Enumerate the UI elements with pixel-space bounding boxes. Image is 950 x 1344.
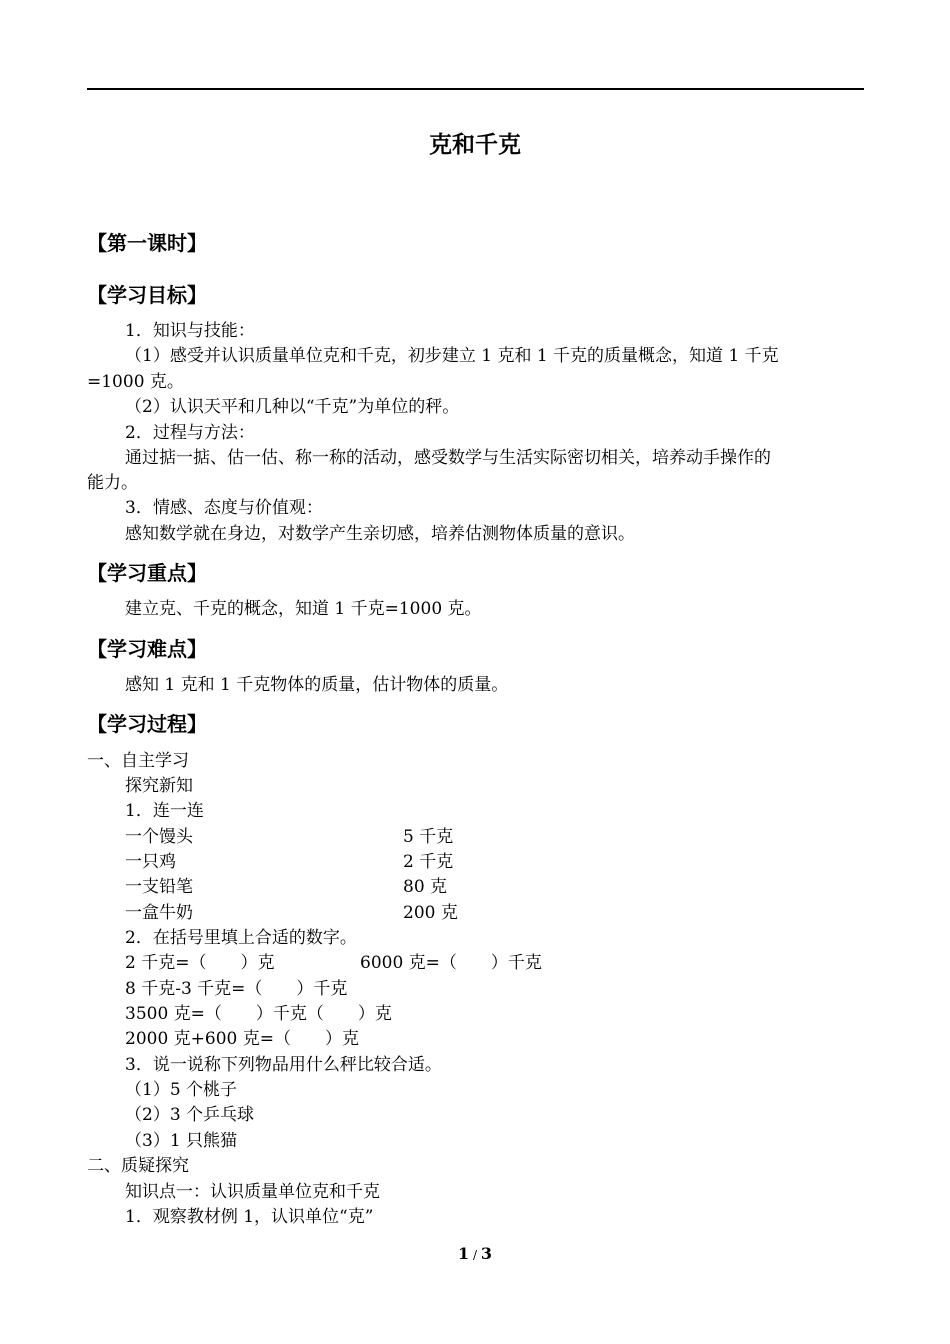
question-2: 2．在括号里填上合适的数字。 <box>125 928 357 948</box>
question-3-3: （3）1 只熊猫 <box>125 1131 238 1151</box>
goal-1-1a: （1）感受并认识质量单位克和千克，初步建立 1 克和 1 千克的质量概念，知道 1 千克 <box>125 346 779 366</box>
goal-3: 3．情感、态度与价值观： <box>125 498 323 518</box>
match-value: 2 千克 <box>403 852 454 872</box>
goal-1-2: （2）认识天平和几种以“千克”为单位的秤。 <box>125 397 460 417</box>
knowledge-point-1: 知识点一：认识质量单位克和千克 <box>125 1182 380 1202</box>
question-3-2: （2）3 个乒乓球 <box>125 1105 255 1125</box>
match-item: 一盒牛奶 <box>125 903 193 923</box>
match-value: 200 克 <box>403 903 458 923</box>
section-difficulty: 【学习难点】 <box>87 637 207 661</box>
question-1: 1．连一连 <box>125 801 204 821</box>
match-row <box>125 851 454 873</box>
goal-2a: 通过掂一掂、估一估、称一称的活动，感受数学与生活实际密切相关，培养动手操作的 <box>125 448 771 468</box>
fill-4: 2000 克+600 克=（ ）克 <box>125 1029 360 1049</box>
goal-1: 1．知识与技能： <box>125 321 255 341</box>
section-lesson: 【第一课时】 <box>87 231 207 255</box>
process-1-sub: 探究新知 <box>125 776 193 796</box>
section-process: 【学习过程】 <box>87 712 207 736</box>
question-3-1: （1）5 个桃子 <box>125 1080 238 1100</box>
fill-1a: 2 千克=（ ）克 <box>125 953 275 973</box>
match-item: 一只鸡 <box>125 852 176 872</box>
match-value: 80 克 <box>403 877 448 897</box>
match-row <box>125 826 454 848</box>
section-goals: 【学习目标】 <box>87 283 207 307</box>
match-row <box>125 902 458 924</box>
section-key: 【学习重点】 <box>87 561 207 585</box>
match-item: 一支铅笔 <box>125 877 193 897</box>
page-separator: / <box>469 1248 481 1262</box>
process-2: 二、质疑探究 <box>87 1156 189 1176</box>
page-title: 克和千克 <box>429 132 521 158</box>
goal-1-1b: =1000 克。 <box>87 372 184 392</box>
observe-example-1: 1．观察教材例 1，认识单位“克” <box>125 1207 374 1227</box>
match-item: 一个馒头 <box>125 827 193 847</box>
current-page: 1 <box>458 1244 470 1263</box>
goal-3a: 感知数学就在身边，对数学产生亲切感，培养估测物体质量的意识。 <box>125 524 635 544</box>
goal-2b: 能力。 <box>87 473 138 493</box>
key-text: 建立克、千克的概念，知道 1 千克=1000 克。 <box>125 599 482 619</box>
fill-2: 8 千克-3 千克=（ ）千克 <box>125 979 348 999</box>
header-rule <box>87 88 864 90</box>
fill-1b: 6000 克=（ ）千克 <box>360 953 542 973</box>
match-row <box>125 876 448 898</box>
total-pages: 3 <box>480 1244 492 1263</box>
fill-row <box>125 952 274 974</box>
goal-2: 2．过程与方法： <box>125 423 255 443</box>
fill-3: 3500 克=（ ）千克（ ）克 <box>125 1004 392 1024</box>
match-value: 5 千克 <box>403 827 454 847</box>
process-1: 一、自主学习 <box>87 751 189 771</box>
question-3: 3．说一说称下列物品用什么秤比较合适。 <box>125 1055 442 1075</box>
difficulty-text: 感知 1 克和 1 千克物体的质量，估计物体的质量。 <box>125 675 509 695</box>
page-number <box>0 1244 950 1263</box>
